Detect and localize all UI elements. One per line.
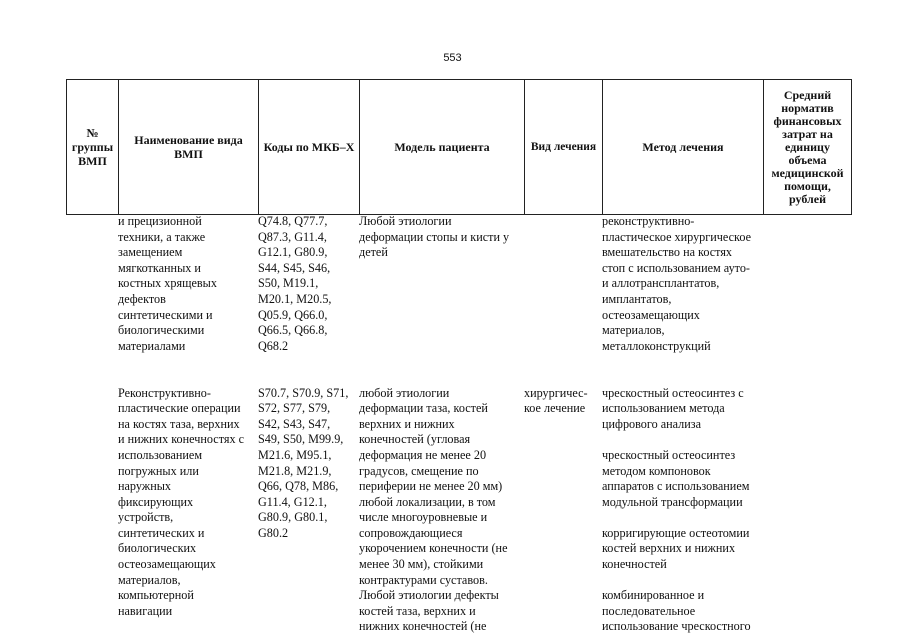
text-line: G12.1, G80.9, <box>258 245 328 260</box>
text-line: комбинированное и <box>602 588 705 603</box>
text-line: чрескостный остеосинтез с <box>602 385 744 400</box>
text-line: нижних конечностей (не <box>359 619 487 634</box>
line-gap <box>359 276 509 292</box>
line-gap <box>524 292 588 308</box>
text-line: Q74.8, Q77.7, <box>258 214 328 228</box>
text-line: Q66.5, Q66.8, <box>258 323 328 338</box>
line-gap <box>118 370 244 386</box>
text-line: и прецизионной <box>118 214 202 228</box>
line-gap <box>258 370 348 386</box>
header-model: Модель пациента <box>360 80 525 215</box>
text-line: и нижних конечностях с <box>118 432 245 447</box>
line-gap <box>359 292 509 308</box>
text-line: костей верхних и нижних <box>602 541 736 556</box>
text-line: Q05.9, Q66.0, <box>258 307 328 322</box>
text-line: использованием метода <box>602 401 725 416</box>
line-gap <box>359 339 509 355</box>
text-line: костных хрящевых <box>118 276 217 291</box>
line-gap <box>359 308 509 324</box>
text-line: чрескостный остеосинтез <box>602 447 736 462</box>
line-gap <box>359 354 509 370</box>
text-line: пластические операции <box>118 401 241 416</box>
line-gap <box>602 573 751 589</box>
line-gap <box>524 214 588 230</box>
text-line: хирургичес- <box>524 385 588 400</box>
text-line: биологических <box>118 541 197 556</box>
text-line: использованием <box>118 447 203 462</box>
text-line: Q66, Q78, M86, <box>258 479 339 494</box>
text-line: цифрового анализа <box>602 416 702 431</box>
line-gap <box>524 245 588 261</box>
text-line: устройств, <box>118 510 174 525</box>
text-line: модульной трансформации <box>602 494 743 509</box>
line-gap <box>524 323 588 339</box>
text-line: G11.4, G12.1, <box>258 494 327 509</box>
text-line: любой этиологии <box>359 385 450 400</box>
text-line: деформации таза, костей <box>359 401 488 416</box>
text-line: контрактурами суставов. <box>359 572 488 587</box>
text-line: периферии не менее 20 мм) <box>359 479 503 494</box>
text-line: вмешательство на костях <box>602 245 733 260</box>
text-line: кое лечение <box>524 401 586 416</box>
line-gap <box>524 339 588 355</box>
header-codes: Коды по МКБ–Х <box>259 80 360 215</box>
text-line: на костях таза, верхних <box>118 416 240 431</box>
line-gap <box>524 261 588 277</box>
table-header <box>66 79 852 215</box>
line-gap <box>359 261 509 277</box>
line-gap <box>359 370 509 386</box>
text-line: пластическое хирургическое <box>602 229 751 244</box>
line-gap <box>524 230 588 246</box>
line-gap <box>602 432 751 448</box>
line-gap <box>602 354 751 370</box>
text-line: синтетическими и <box>118 307 213 322</box>
text-line: M21.8, M21.9, <box>258 463 332 478</box>
text-line: любой локализации, в том <box>359 494 496 509</box>
text-line: S50, M19.1, <box>258 276 319 291</box>
text-line: укорочением конечности (не <box>359 541 508 556</box>
text-line: костей таза, верхних и <box>359 603 476 618</box>
text-line: конечностей (угловая <box>359 432 471 447</box>
text-line: имплантатов, <box>602 291 672 306</box>
text-line: и аллотрансплантатов, <box>602 276 720 291</box>
text-line: использование чрескостного <box>602 619 751 634</box>
text-line: G80.9, G80.1, <box>258 510 328 525</box>
text-line: стоп с использованием ауто- <box>602 260 750 275</box>
page-number: 553 <box>443 52 462 64</box>
text-line: металлоконструкций <box>602 338 711 353</box>
text-line: Любой этиологии дефекты <box>359 588 499 603</box>
line-gap <box>524 308 588 324</box>
text-line: верхних и нижних <box>359 416 455 431</box>
header-name: Наименование вида ВМП <box>119 80 259 215</box>
text-line: остеозамещающих <box>602 307 700 322</box>
text-line: замещением <box>118 245 183 260</box>
codes-column <box>258 214 348 541</box>
header-method: Метод лечения <box>603 80 764 215</box>
header-cost: Средний норматив финансовых затрат на единицу объема медицинской помощи, рублей <box>764 80 852 215</box>
line-gap <box>602 510 751 526</box>
text-line: G80.2 <box>258 525 289 540</box>
line-gap <box>524 370 588 386</box>
text-line: градусов, смещение по <box>359 463 479 478</box>
text-line: M20.1, M20.5, <box>258 291 332 306</box>
text-line: навигации <box>118 603 173 618</box>
method-column <box>602 214 751 635</box>
text-line: наружных <box>118 479 172 494</box>
text-line: остеозамещающих <box>118 557 216 572</box>
text-line: конечностей <box>602 557 667 572</box>
text-line: погружных или <box>118 463 199 478</box>
line-gap <box>118 354 244 370</box>
line-gap <box>524 354 588 370</box>
text-line: менее 30 мм), стойкими <box>359 557 484 572</box>
text-line: Q87.3, G11.4, <box>258 229 327 244</box>
text-line: мягкотканных и <box>118 260 201 275</box>
text-line: аппаратов с использованием <box>602 479 750 494</box>
text-line: компьютерной <box>118 588 194 603</box>
text-line: Любой этиологии <box>359 214 452 228</box>
text-line: S49, S50, M99.9, <box>258 432 344 447</box>
text-line: Q68.2 <box>258 338 289 353</box>
header-group-no: № группы ВМП <box>67 80 119 215</box>
text-line: последовательное <box>602 603 696 618</box>
text-line: техники, а также <box>118 229 206 244</box>
text-line: фиксирующих <box>118 494 194 509</box>
text-line: биологическими <box>118 323 205 338</box>
name-column <box>118 214 244 619</box>
text-line: материалами <box>118 338 186 353</box>
text-line: S70.7, S70.9, S71, <box>258 385 349 400</box>
text-line: детей <box>359 245 388 260</box>
text-line: S72, S77, S79, <box>258 401 331 416</box>
text-line: сопровождающиеся <box>359 525 463 540</box>
text-line: корригирующие остеотомии <box>602 525 750 540</box>
text-line: деформация не менее 20 <box>359 447 487 462</box>
text-line: M21.6, M95.1, <box>258 447 332 462</box>
text-line: S44, S45, S46, <box>258 260 331 275</box>
text-line: синтетических и <box>118 525 205 540</box>
text-line: материалов, <box>118 572 181 587</box>
model-column <box>359 214 509 635</box>
line-gap <box>359 323 509 339</box>
text-line: дефектов <box>118 291 166 306</box>
line-gap <box>258 354 348 370</box>
text-line: S42, S43, S47, <box>258 416 331 431</box>
text-line: числе многоуровневые и <box>359 510 488 525</box>
text-line: методом компоновок <box>602 463 711 478</box>
text-line: материалов, <box>602 323 665 338</box>
text-line: деформации стопы и кисти у <box>359 229 510 244</box>
text-line: реконструктивно- <box>602 214 695 228</box>
text-line: Реконструктивно- <box>118 385 211 400</box>
header-type: Вид лечения <box>525 80 603 215</box>
line-gap <box>602 370 751 386</box>
type-column <box>524 214 588 417</box>
line-gap <box>524 276 588 292</box>
